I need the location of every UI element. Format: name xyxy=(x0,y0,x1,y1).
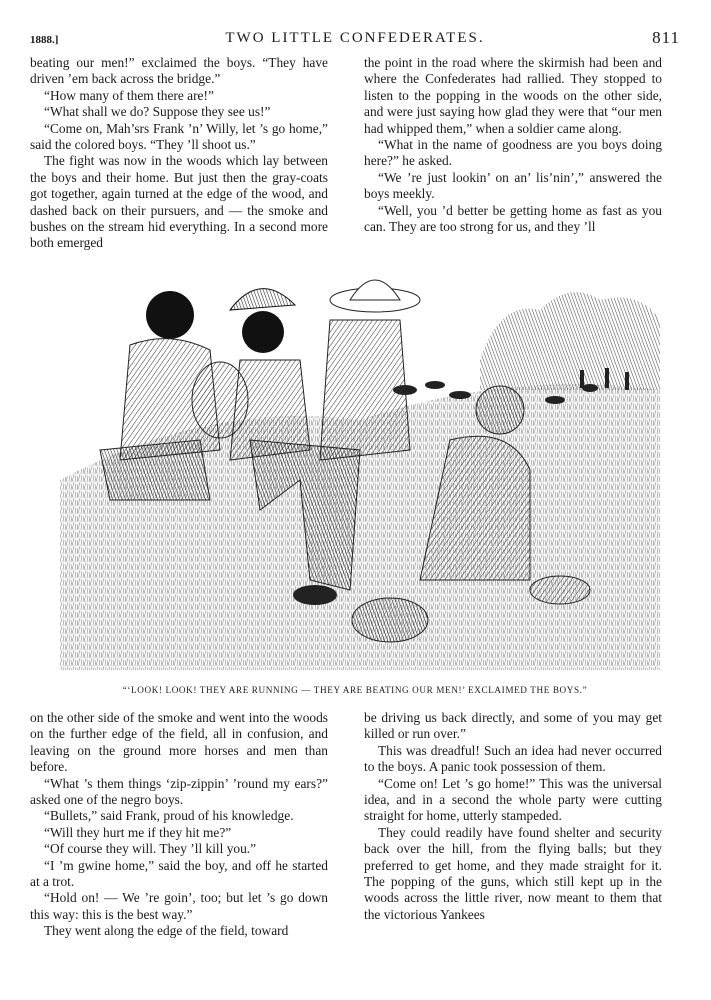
engraving-illustration xyxy=(60,250,660,670)
issue-date: 1888.] xyxy=(30,34,59,46)
paragraph: This was dreadful! Such an idea had never occurred to the boys. A panic took possession of them. xyxy=(364,742,662,775)
paragraph: “What ’s them things ‘zip-zippin’ ’round my ears?” asked one of the negro boys. xyxy=(30,775,328,808)
column-bottom-left xyxy=(30,710,328,940)
paragraph: “Bullets,” said Frank, proud of his knowledge. xyxy=(44,808,294,824)
figure-boy-hat xyxy=(192,289,310,460)
paragraph: “We ’re just lookin’ on an’ lis’nin’,” answered the boys meekly. xyxy=(364,169,662,202)
paragraph: be driving us back directly, and some of you may get killed or run over.” xyxy=(364,710,662,742)
paragraph: They could readily have found shelter and security back over the hill, from the flying balls; but they preferred to get home, and they made straight for it. The popping of the guns, which still kept up in the woods across the little river, now meant to them that the victorious Yankees xyxy=(364,824,662,922)
paragraph: “Hold on! — We ’re goin’, too; but let ’s go down this way: this is the best way.” xyxy=(30,890,328,922)
paragraph: “I ’m gwine home,” said the boy, and off he started at a trot. xyxy=(30,857,328,890)
page-header xyxy=(30,30,680,52)
paragraph: “What shall we do? Suppose they see us!” xyxy=(44,104,271,120)
paragraph: “Of course they will. They ’ll kill you.” xyxy=(44,841,257,857)
illustration-caption: “‘LOOK! LOOK! THEY ARE RUNNING — THEY ARE BEATING OUR MEN!’ EXCLAIMED THE BOYS.” xyxy=(122,685,588,695)
paragraph: They went along the edge of the field, toward xyxy=(44,923,289,939)
paragraph: the point in the road where the skirmish had been and where the Confederates had rallied. They stopped to listen to the popping in the woods on the other side, and were just saying how glad they were that “our men had whipped them,” when a soldier came along. xyxy=(364,55,662,136)
page-number: 811 xyxy=(652,28,680,47)
paragraph: on the other side of the smoke and went into the woods on the further edge of the field, all in confusion, and leaving on the ground more horses and men than before. xyxy=(30,710,328,775)
column-top-right xyxy=(364,55,662,235)
column-top-left xyxy=(30,55,328,252)
column-bottom-right xyxy=(364,710,662,923)
paragraph: “How many of them there are!” xyxy=(44,87,214,103)
paragraph: The fight was now in the woods which lay between the boys and their home. But just then the gray-coats got together, again turned at the edge of the wood, and dashed back on their pursuers, and — the smoke and bushes on the stream hid everything. In a second more both emerged xyxy=(30,153,328,251)
running-title: TWO LITTLE CONFEDERATES. xyxy=(225,30,485,46)
paragraph: “Well, you ’d better be getting home as fast as you can. They are too strong for us, and they ’ll xyxy=(364,202,662,235)
paragraph: “Come on, Mah’srs Frank ’n’ Willy, let ’s go home,” said the colored boys. “They ’ll shoot us.” xyxy=(30,120,328,153)
paragraph: “Come on! Let ’s go home!” This was the universal idea, and in a second the whole party were cutting straight for home, utterly stampeded. xyxy=(364,775,662,824)
paragraph: “Will they hurt me if they hit me?” xyxy=(44,824,232,840)
paragraph: beating our men!” exclaimed the boys. “They have driven ’em back across the bridge.” xyxy=(30,55,328,87)
paragraph: “What in the name of goodness are you boys doing here?” he asked. xyxy=(364,137,662,169)
